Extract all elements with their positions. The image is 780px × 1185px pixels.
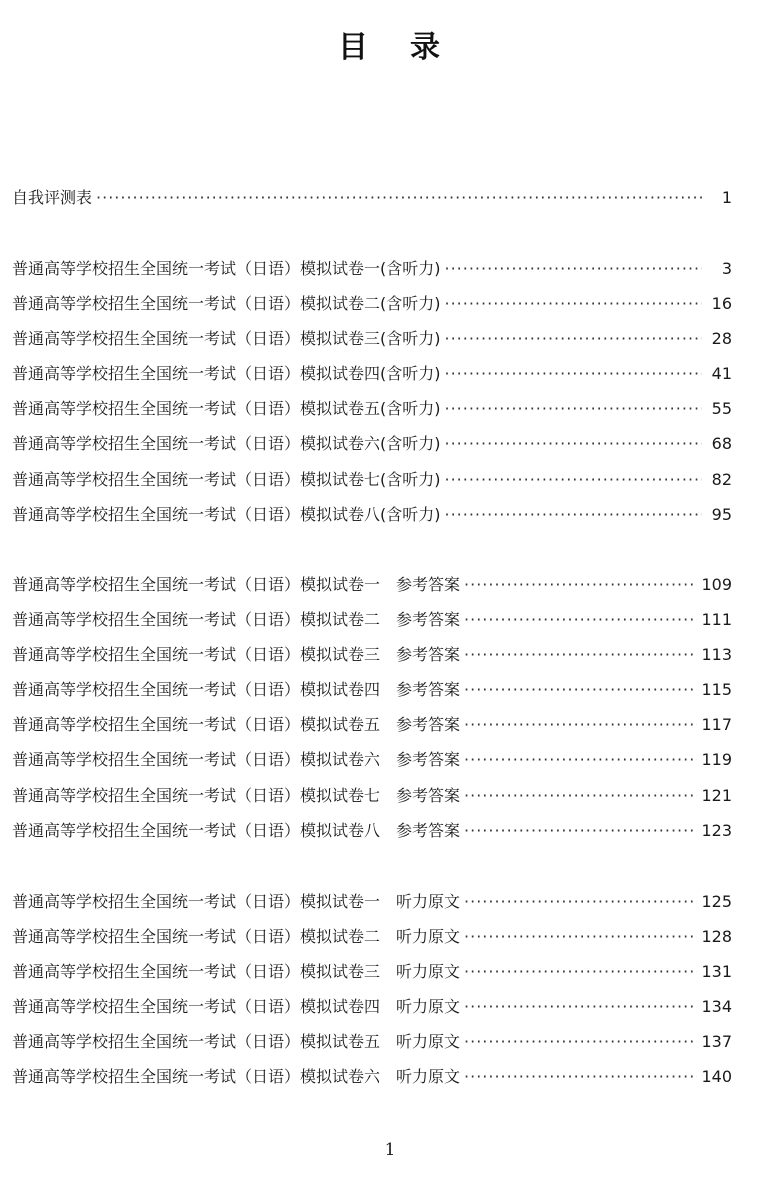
- toc-entry-page: 111: [701, 610, 732, 630]
- toc-entry-title: 普通高等学校招生全国统一考试（日语）模拟试卷一: [12, 575, 381, 594]
- toc-entry[interactable]: [12, 321, 732, 356]
- leader-dots: [445, 426, 703, 461]
- toc-entry[interactable]: [12, 602, 732, 637]
- toc-entry[interactable]: [12, 813, 732, 848]
- leader-dots: [464, 637, 697, 672]
- toc-entry-title: 普通高等学校招生全国统一考试（日语）模拟试卷一(含听力): [12, 259, 441, 278]
- leader-dots: [445, 497, 703, 532]
- toc-entry-title: 普通高等学校招生全国统一考试（日语）模拟试卷二: [12, 927, 381, 947]
- toc-entry[interactable]: [12, 391, 732, 426]
- leader-dots: [464, 707, 697, 742]
- toc-entry[interactable]: [12, 356, 732, 391]
- toc-entry-title: 普通高等学校招生全国统一考试（日语）模拟试卷六(含听力): [12, 434, 441, 454]
- leader-dots: [445, 321, 703, 356]
- toc-entry-title: 普通高等学校招生全国统一考试（日语）模拟试卷六: [12, 1067, 381, 1087]
- toc-entry-title: 普通高等学校招生全国统一考试（日语）模拟试卷三: [12, 962, 381, 982]
- toc-entry-suffix: 听力原文: [396, 962, 461, 982]
- toc-entry-title: 普通高等学校招生全国统一考试（日语）模拟试卷五: [12, 715, 381, 735]
- toc-entry-page: 82: [711, 469, 732, 489]
- title-char-left: 目: [338, 30, 370, 65]
- title-char-right: 录: [410, 30, 442, 65]
- leader-dots: [96, 180, 702, 215]
- toc-entry-suffix: 参考答案: [396, 645, 461, 665]
- toc-entry-page: 28: [711, 329, 732, 349]
- toc-entry[interactable]: [12, 1059, 732, 1094]
- toc-entry-page: 115: [701, 680, 732, 700]
- toc-entry-title: 普通高等学校招生全国统一考试（日语）模拟试卷四: [12, 997, 381, 1017]
- toc-entry[interactable]: [12, 251, 732, 286]
- toc-group-transcripts: [12, 884, 732, 1095]
- toc-entry-page: 123: [701, 820, 732, 840]
- toc-entry-title: 自我评测表: [12, 188, 93, 207]
- toc-entry-page: 1: [721, 188, 732, 207]
- toc-entry-title: 普通高等学校招生全国统一考试（日语）模拟试卷五: [12, 1032, 381, 1052]
- toc-entry-page: 55: [711, 399, 732, 419]
- toc-entry[interactable]: [12, 426, 732, 461]
- toc-entry[interactable]: [12, 567, 732, 602]
- toc-entry-title: 普通高等学校招生全国统一考试（日语）模拟试卷三: [12, 645, 381, 665]
- leader-dots: [464, 742, 697, 777]
- toc-entry-page: 137: [701, 1032, 732, 1052]
- toc-entry-page: 41: [711, 364, 732, 384]
- leader-dots: [445, 286, 703, 321]
- toc-entry[interactable]: [12, 707, 732, 742]
- toc-entry-title: 普通高等学校招生全国统一考试（日语）模拟试卷六: [12, 750, 381, 770]
- toc-entry-title: 普通高等学校招生全国统一考试（日语）模拟试卷三(含听力): [12, 329, 441, 349]
- leader-dots: [464, 778, 697, 813]
- page-number: 1: [384, 1140, 396, 1160]
- toc-entry-page: 121: [701, 785, 732, 805]
- toc-entry-title: 普通高等学校招生全国统一考试（日语）模拟试卷二: [12, 610, 381, 630]
- toc-entry-page: 140: [701, 1067, 732, 1087]
- toc-entry-page: 68: [711, 434, 732, 454]
- toc-entry[interactable]: [12, 286, 732, 321]
- leader-dots: [464, 672, 697, 707]
- toc-group-self-eval: [12, 180, 732, 215]
- toc-entry[interactable]: [12, 497, 732, 532]
- leader-dots: [464, 884, 697, 919]
- toc-group-mock-tests: [12, 251, 732, 532]
- toc-entry-page: 113: [701, 645, 732, 665]
- toc-entry-page: 109: [701, 575, 732, 594]
- toc-entry[interactable]: [12, 462, 732, 497]
- leader-dots: [464, 919, 697, 954]
- toc-entry-page: 131: [701, 962, 732, 982]
- leader-dots: [464, 567, 697, 602]
- toc-entry-title: 普通高等学校招生全国统一考试（日语）模拟试卷四(含听力): [12, 364, 441, 384]
- toc-entry-suffix: 听力原文: [396, 927, 461, 947]
- toc-entry[interactable]: [12, 954, 732, 989]
- toc-entry-page: 16: [711, 294, 732, 314]
- toc-entry[interactable]: [12, 1024, 732, 1059]
- leader-dots: [445, 462, 703, 497]
- toc-entry[interactable]: [12, 778, 732, 813]
- toc-entry-page: 128: [701, 927, 732, 947]
- toc-entry-suffix: 参考答案: [396, 750, 461, 770]
- toc-entry[interactable]: [12, 742, 732, 777]
- toc-entry-suffix: 参考答案: [396, 820, 461, 840]
- leader-dots: [445, 391, 703, 426]
- toc-entry-page: 125: [701, 892, 732, 911]
- toc-entry-page: 134: [701, 997, 732, 1017]
- toc-entry-page: 117: [701, 715, 732, 735]
- toc-entry-suffix: 参考答案: [396, 715, 461, 735]
- leader-dots: [464, 602, 697, 637]
- toc-group-answers: [12, 567, 732, 848]
- toc-entry-page: 119: [701, 750, 732, 770]
- toc-entry-title: 普通高等学校招生全国统一考试（日语）模拟试卷八: [12, 820, 381, 840]
- toc-entry-suffix: 参考答案: [396, 575, 461, 594]
- toc-entry[interactable]: [12, 989, 732, 1024]
- toc-entry[interactable]: [12, 180, 732, 215]
- toc-entry-suffix: 参考答案: [396, 785, 461, 805]
- toc-entry-page: 3: [721, 259, 732, 278]
- toc-entry-title: 普通高等学校招生全国统一考试（日语）模拟试卷二(含听力): [12, 294, 441, 314]
- leader-dots: [464, 989, 697, 1024]
- toc-entry-suffix: 参考答案: [396, 610, 461, 630]
- leader-dots: [445, 251, 703, 286]
- toc-entry-title: 普通高等学校招生全国统一考试（日语）模拟试卷八(含听力): [12, 504, 441, 524]
- toc-entry-title: 普通高等学校招生全国统一考试（日语）模拟试卷一: [12, 892, 381, 911]
- toc-entry-suffix: 听力原文: [396, 997, 461, 1017]
- toc-entry[interactable]: [12, 672, 732, 707]
- toc-entry-title: 普通高等学校招生全国统一考试（日语）模拟试卷七(含听力): [12, 469, 441, 489]
- toc-entry-suffix: 听力原文: [396, 1067, 461, 1087]
- toc-entry-suffix: 听力原文: [396, 1032, 461, 1052]
- leader-dots: [445, 356, 703, 391]
- toc-entry-suffix: 参考答案: [396, 680, 461, 700]
- toc-entry-title: 普通高等学校招生全国统一考试（日语）模拟试卷四: [12, 680, 381, 700]
- toc-entry-page: 95: [711, 504, 732, 524]
- toc-entry-title: 普通高等学校招生全国统一考试（日语）模拟试卷七: [12, 785, 381, 805]
- toc-entry[interactable]: [12, 919, 732, 954]
- leader-dots: [464, 1059, 697, 1094]
- leader-dots: [464, 954, 697, 989]
- leader-dots: [464, 1024, 697, 1059]
- page-title: [0, 22, 780, 66]
- leader-dots: [464, 813, 697, 848]
- toc-entry-title: 普通高等学校招生全国统一考试（日语）模拟试卷五(含听力): [12, 399, 441, 419]
- toc-entry-suffix: 听力原文: [396, 892, 461, 911]
- toc-entry[interactable]: [12, 884, 732, 919]
- toc-entry[interactable]: [12, 637, 732, 672]
